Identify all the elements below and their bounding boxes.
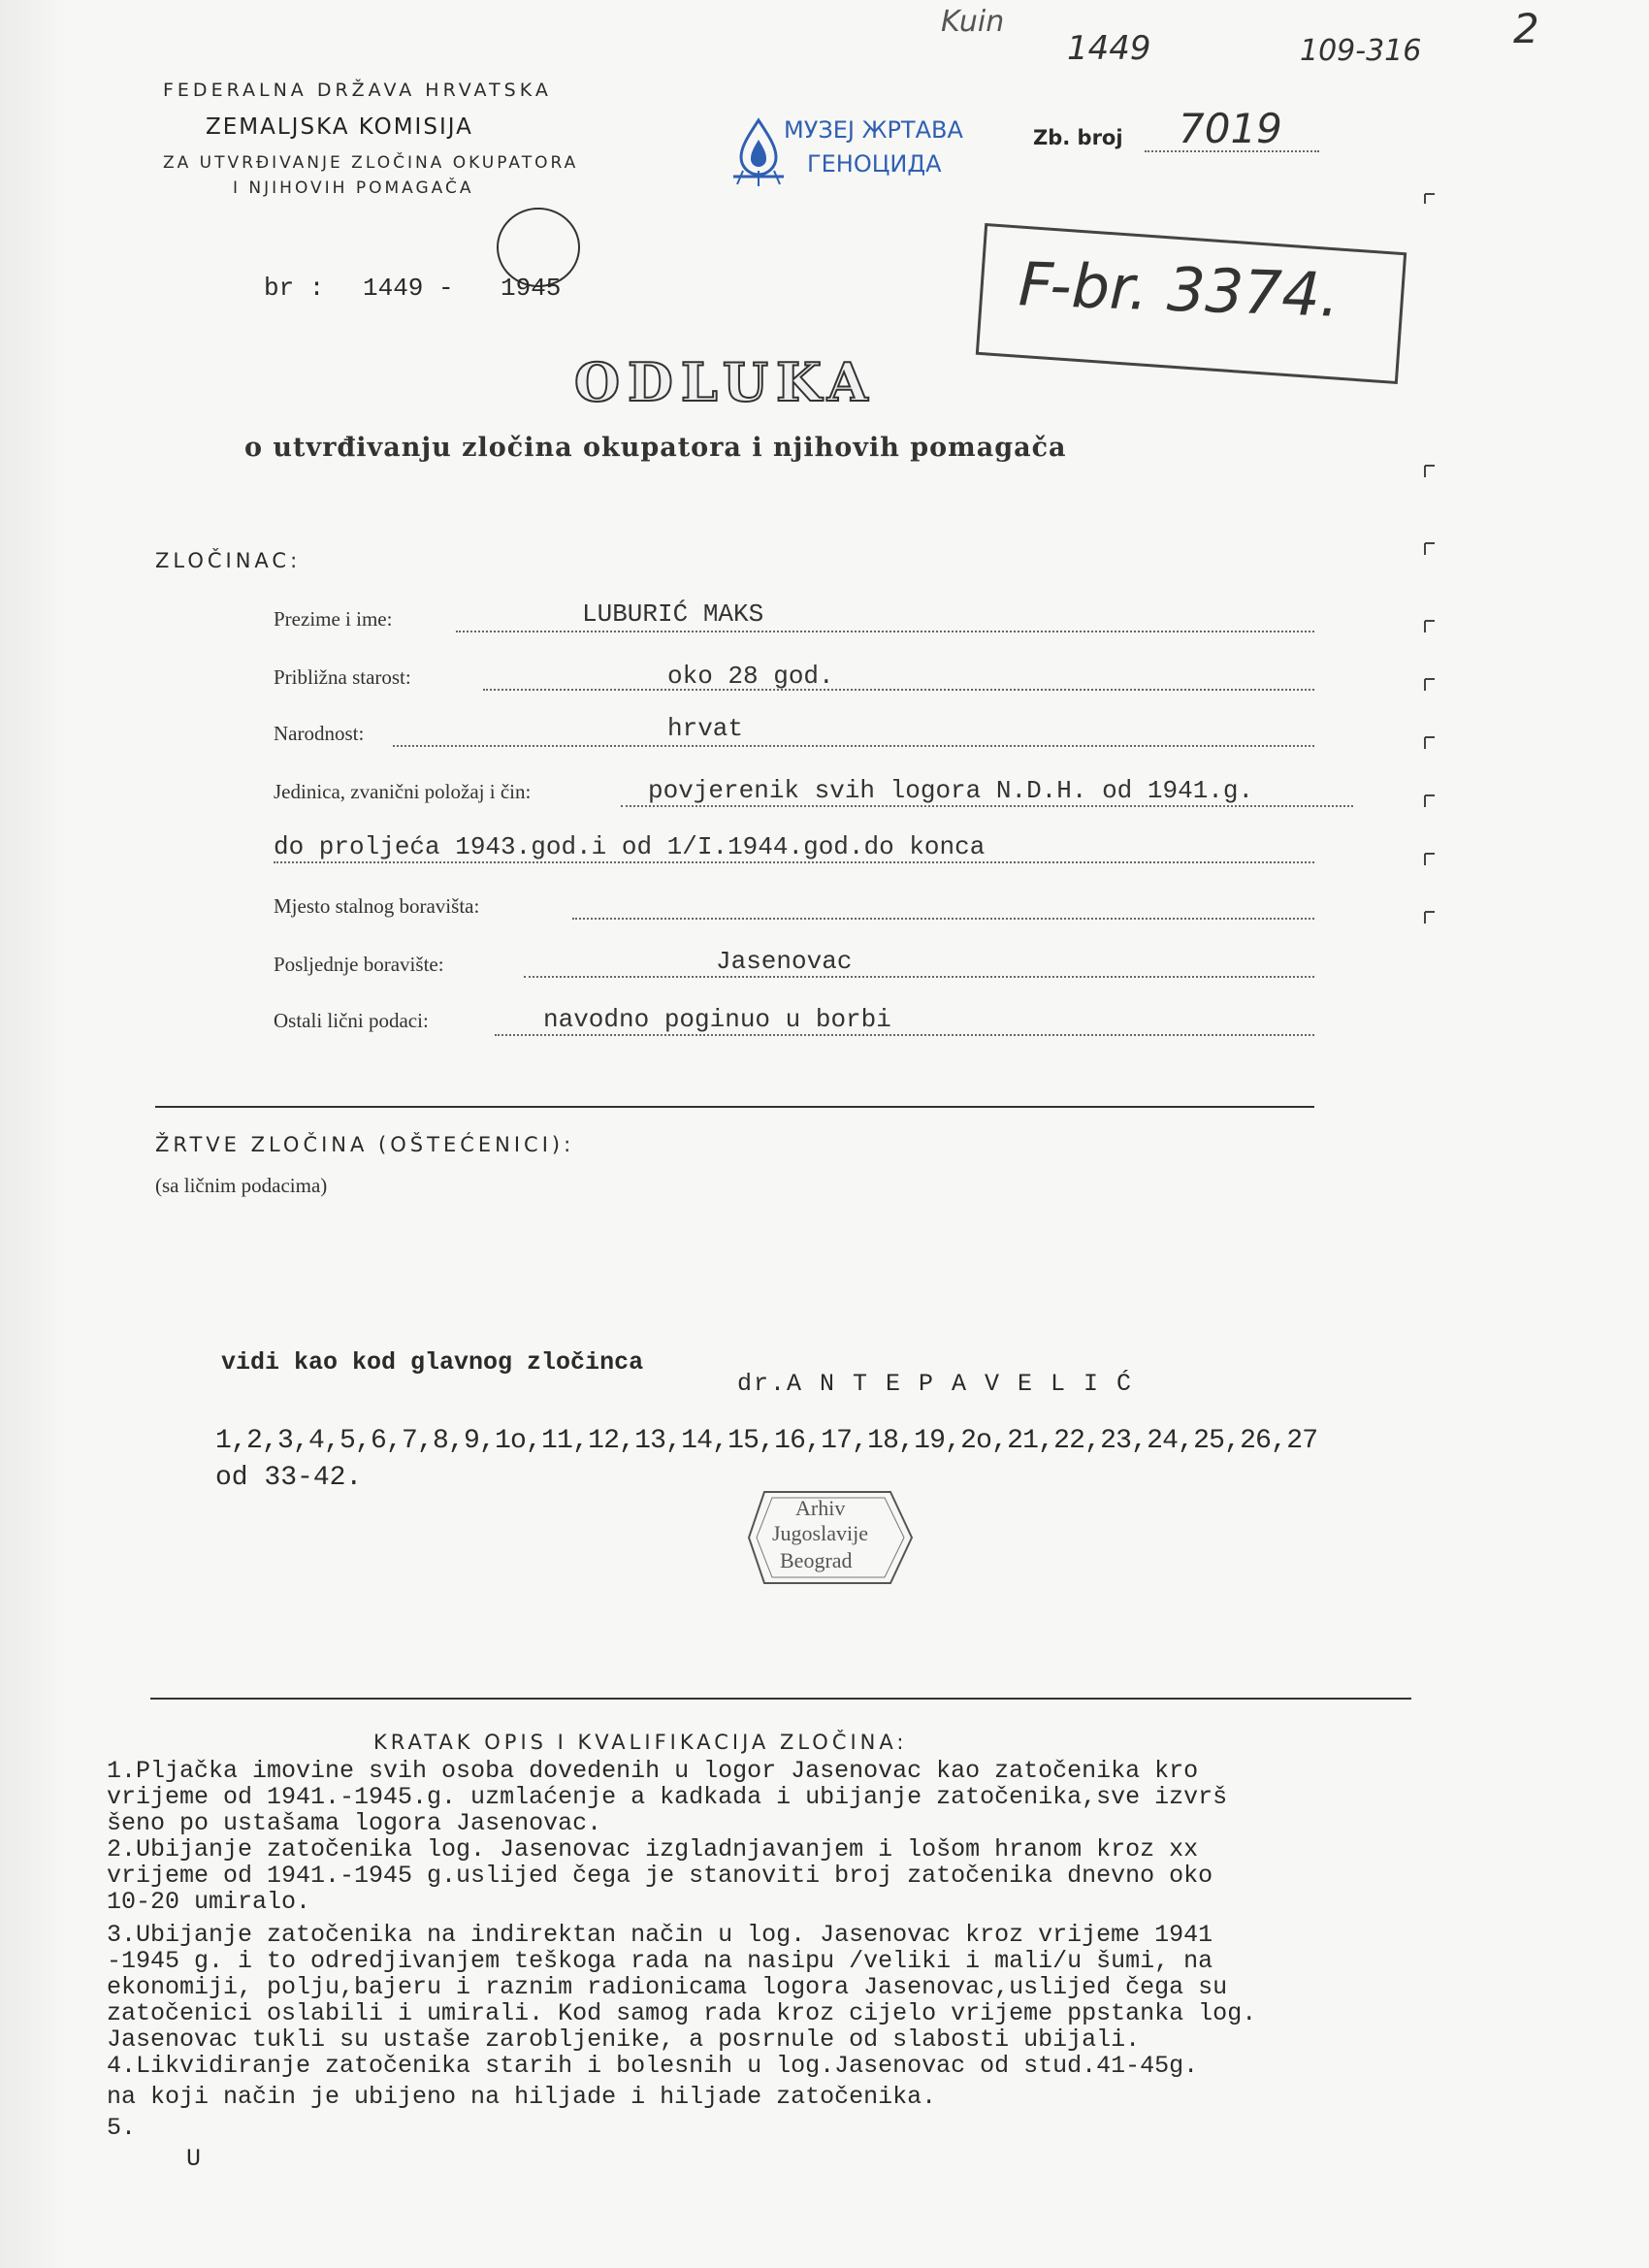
opis-tail: U: [186, 2145, 202, 2173]
opis-line-12: 4.Likvidiranje zatočenika starih i bolesnih u log.Jasenovac od stud.41-45g.: [107, 2052, 1199, 2080]
field-line-jedinica: [621, 805, 1353, 807]
opis-line-3: šeno po ustašama logora Jasenovac.: [107, 1809, 602, 1837]
field-label-mjesto: Mjesto stalnog boravišta:: [274, 894, 480, 918]
opis-line-6: 10-20 umiralo.: [107, 1888, 311, 1916]
field-line-starost: [483, 689, 1314, 691]
opis-line-1: 1.Pljačka imovine svih osoba dovedenih u logor Jasenovac kao zatočenika kro: [107, 1757, 1199, 1785]
field-label-narodnost: Narodnost:: [274, 722, 365, 745]
top-scribble: Kuin: [941, 5, 1005, 39]
field-value-posljednje: Jasenovac: [716, 947, 853, 976]
field-label-ostali: Ostali lični podaci:: [274, 1009, 429, 1032]
field-line-ostali: [495, 1034, 1314, 1036]
zrtve-line-1a: vidi kao kod glavnog zločinca: [221, 1348, 644, 1377]
opis-line-5: vrijeme od 1941.-1945 g.uslijed čega je stanoviti broj zatočenika dnevno oko: [107, 1862, 1213, 1890]
header-line-4: I NJIHOVIH POMAGAČA: [233, 178, 474, 198]
br-year: 1945: [501, 274, 562, 303]
br-number: 1449 -: [363, 274, 454, 303]
zlocinac-heading: ZLOČINAC:: [155, 549, 302, 572]
opis-line-10: zatočenici oslabili i umirali. Kod samog rada kroz cijelo vrijeme ppstanka log.: [107, 1999, 1257, 2027]
field-value-ostali: navodno poginuo u borbi: [543, 1005, 891, 1034]
zrtve-line-2: 1,2,3,4,5,6,7,8,9,1o,11,12,13,14,15,16,17,18,19,2o,21,22,23,24,25,26,27: [215, 1426, 1318, 1456]
opis-heading: KRATAK OPIS I KVALIFIKACIJA ZLOČINA:: [373, 1731, 908, 1754]
zrtve-line-3: od 33-42.: [215, 1463, 363, 1493]
opis-line-2: vrijeme od 1941.-1945.g. uzmlaćenje a kadkada i ubijanje zatočenika,sve izvrš: [107, 1783, 1228, 1811]
field-value-starost: oko 28 god.: [667, 662, 834, 691]
document-subtitle: o utvrđivanju zločina okupatora i njihovih pomagača: [244, 433, 1067, 463]
field-label-prezime: Prezime i ime:: [274, 607, 393, 631]
section-divider-1: [155, 1106, 1314, 1108]
section-divider-2: [150, 1698, 1411, 1700]
zrtve-line-1b: dr.A N T E P A V E L I Ć: [737, 1370, 1134, 1398]
field-line-prezime: [456, 631, 1314, 632]
right-margin-marks-icon: [1411, 184, 1450, 941]
field-label-starost: Približna starost:: [274, 665, 411, 689]
corner-mark: 2: [1513, 5, 1539, 52]
museum-stamp-line-1: МУЗЕЈ ЖРТАВА: [784, 116, 963, 144]
field-line-mjesto: [572, 918, 1314, 920]
opis-line-7: 3.Ubijanje zatočenika na indirektan način u log. Jasenovac kroz vrijeme 1941: [107, 1921, 1213, 1949]
top-handwritten-number: 1449: [1067, 29, 1151, 68]
top-right-code: 109-316: [1300, 34, 1422, 68]
header-line-1: FEDERALNA DRŽAVA HRVATSKA: [163, 80, 552, 101]
field-line-narodnost: [393, 745, 1314, 747]
museum-logo-icon: [729, 114, 788, 187]
header-line-2: ZEMALJSKA KOMISIJA: [206, 114, 473, 140]
opis-line-4: 2.Ubijanje zatočenika log. Jasenovac izgladnjavanjem i lošom hranom kroz xx: [107, 1835, 1199, 1863]
field-line-jedinica-cont: [274, 861, 1314, 863]
field-value-narodnost: hrvat: [667, 714, 744, 743]
field-label-posljednje: Posljednje boravište:: [274, 953, 444, 976]
zrtve-heading: ŽRTVE ZLOČINA (OŠTEĆENICI):: [155, 1133, 575, 1156]
scan-edge-shadow: [0, 0, 68, 2268]
opis-line-9: ekonomiji, polju,bajeru i raznim radionicama logora Jasenovac,uslijed čega su: [107, 1973, 1228, 2001]
field-value-jedinica-cont: do proljeća 1943.god.i od 1/I.1944.god.do konca: [274, 832, 986, 861]
document-title: ODLUKA: [574, 351, 876, 413]
zb-broj-value: 7019: [1179, 105, 1282, 152]
file-number-text: F-br. 3374.: [1017, 248, 1341, 331]
field-value-prezime: LUBURIĆ MAKS: [582, 599, 764, 629]
field-label-jedinica: Jedinica, zvanični položaj i čin:: [274, 780, 532, 803]
opis-line-13: na koji način je ubijeno na hiljade i hiljade zatočenika.: [107, 2083, 937, 2111]
field-line-posljednje: [524, 976, 1314, 978]
archive-stamp-line-1: Arhiv: [795, 1496, 846, 1520]
header-line-3: ZA UTVRĐIVANJE ZLOČINA OKUPATORA: [163, 153, 579, 173]
archive-stamp-line-3: Beograd: [780, 1548, 853, 1572]
br-label: br :: [264, 274, 325, 303]
zb-broj-label: Zb. broj: [1033, 126, 1123, 149]
archive-stamp-line-2: Jugoslavije: [772, 1521, 868, 1545]
opis-line-11: Jasenovac tukli su ustaše zarobljenike, a posrnule od slabosti ubijali.: [107, 2025, 1141, 2054]
zrtve-subheading: (sa ličnim podacima): [155, 1174, 328, 1197]
field-value-jedinica: povjerenik svih logora N.D.H. od 1941.g.: [648, 776, 1254, 805]
opis-line-14: 5.: [107, 2114, 137, 2142]
museum-stamp-line-2: ГЕНОЦИДА: [807, 150, 942, 178]
opis-line-8: -1945 g. i to odredjivanjem teškoga rada na nasipu /veliki i mali/u šumi, na: [107, 1947, 1213, 1975]
